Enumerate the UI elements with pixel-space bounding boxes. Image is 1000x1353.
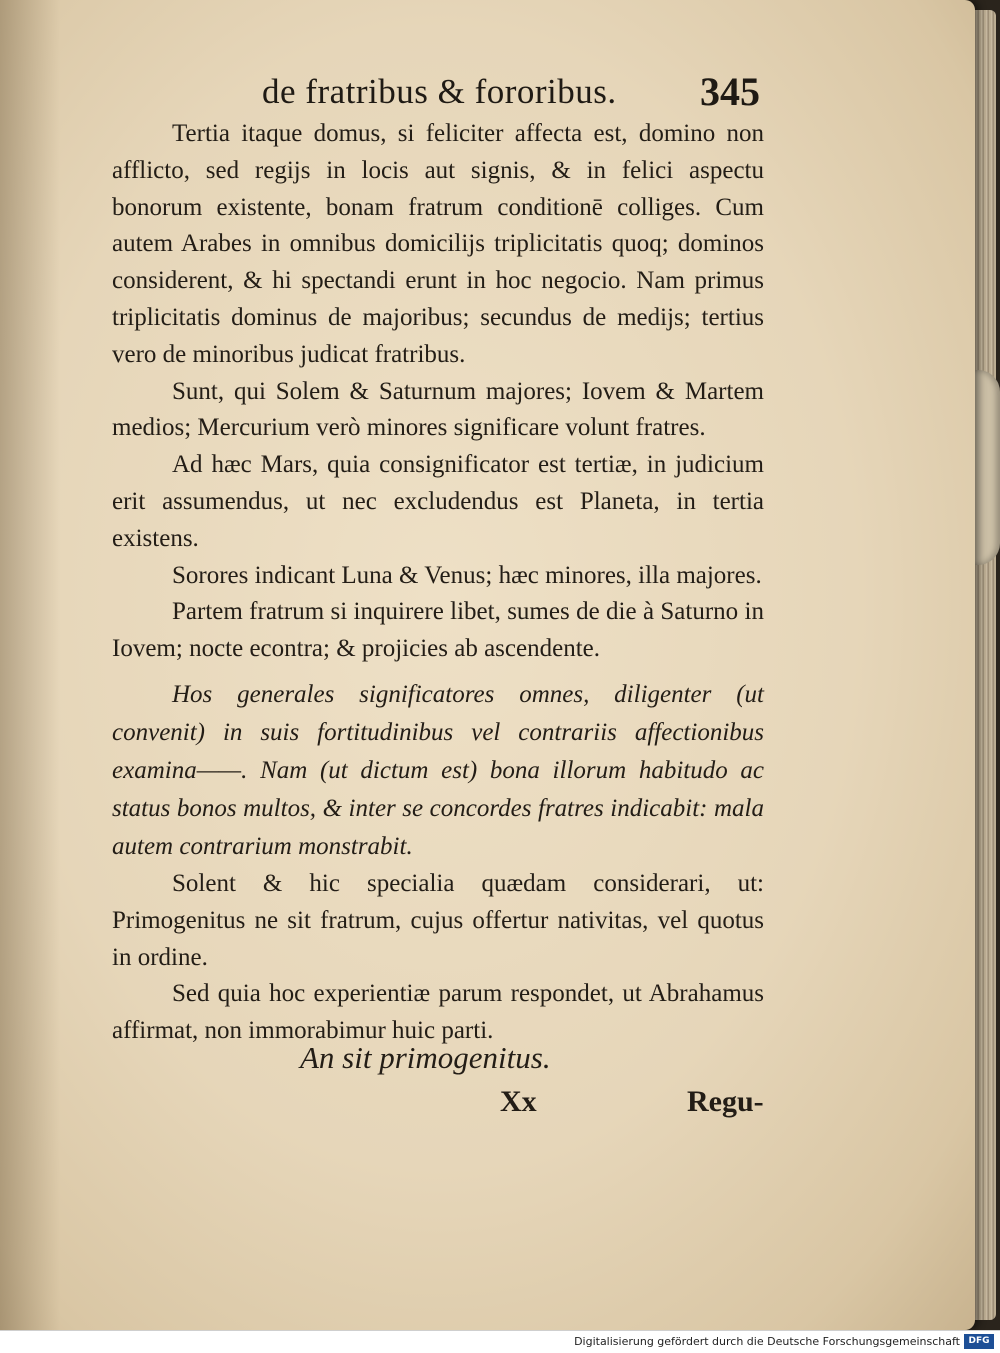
paragraph: Sunt, qui Solem & Saturnum majores; Iovem & Martem medios; Mercurium verò minores significare volunt fratres. xyxy=(112,377,764,442)
footer-bar xyxy=(0,1330,1000,1353)
signature-mark: Xx xyxy=(500,1085,537,1118)
footer-credit: Digitalisierung gefördert durch die Deutsche Forschungsgemeinschaft xyxy=(574,1335,960,1348)
paragraph: Solent & hic specialia quædam considerari, ut: Primogenitus ne sit fratrum, cujus offertur nativitas, vel quotus in ordine. xyxy=(112,869,764,971)
paragraph: Ad hæc Mars, quia consignificator est tertiæ, in judicium erit assumendus, ut nec excludendus est Planeta, in tertia existens. xyxy=(112,451,764,552)
catchword: Regu- xyxy=(687,1085,764,1118)
page-number: 345 xyxy=(700,69,760,114)
paragraph: Partem fratrum si inquirere libet, sumes de die à Saturno in Iovem; nocte econtra; & projicies ab ascendente. xyxy=(112,598,764,663)
running-header: de fratribus & fororibus. xyxy=(262,72,617,111)
paragraph: Sed quia hoc experientiæ parum respondet, ut Abrahamus affirmat, non immorabimur huic parti. xyxy=(112,980,764,1045)
dfg-logo-icon: DFG xyxy=(964,1334,994,1349)
paragraph: Tertia itaque domus, si feliciter affecta est, domino non afflicto, sed regijs in locis aut signis, & in felici aspectu bonorum existente, bonam fratrum conditionē colliges. Cum autem Arabes in omnibus domicilijs triplicitatis quoq; dominos considerent, & hi spectandi erunt in hoc negocio. Nam primus triplicitatis dominus de majoribus; secundus de medijs; tertius vero de minoribus judicat fratribus. xyxy=(112,120,764,368)
italic-paragraph: Hos generales significatores omnes, diligenter (ut convenit) in suis fortitudinibus vel contrariis affectionibus examina——. Nam (ut dictum est) bona illorum habitudo ac status bonos multos, & inter se concordes fratres indicabit: mala autem contrarium monstrabit. xyxy=(112,680,764,860)
section-heading: An sit primogenitus. xyxy=(300,1040,551,1075)
body-text xyxy=(112,116,764,1050)
paragraph: Sorores indicant Luna & Venus; hæc minores, illa majores. xyxy=(172,561,762,589)
